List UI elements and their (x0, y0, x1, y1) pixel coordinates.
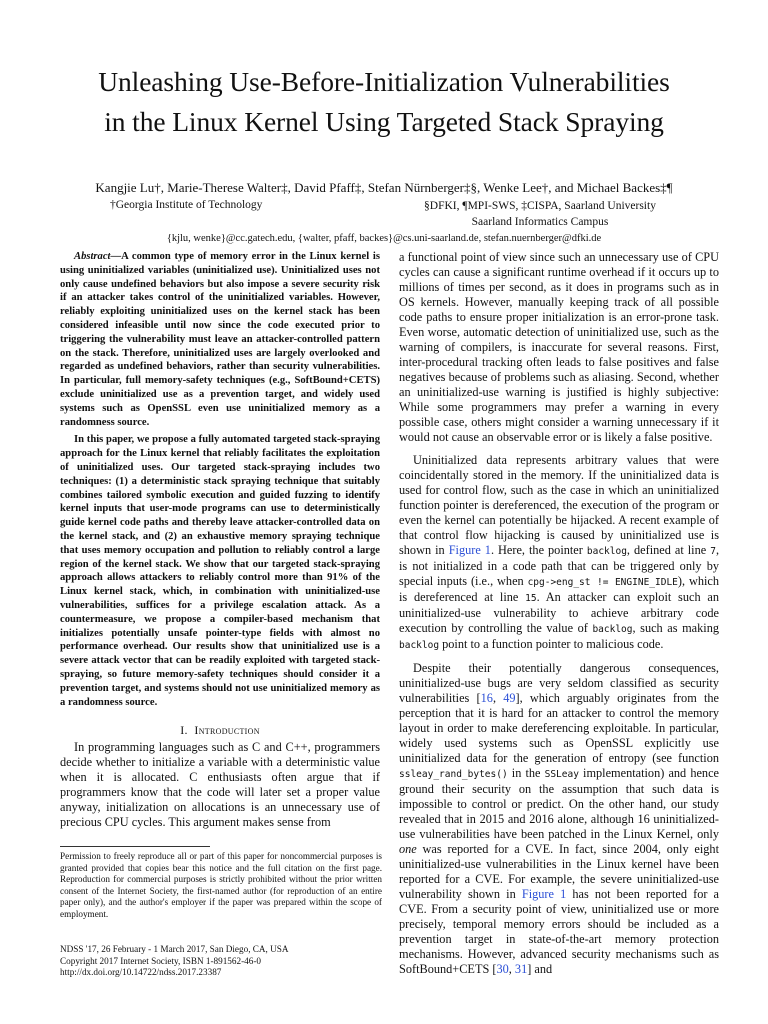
intro-paragraph-2: a functional point of view since such an unnecessary use of CPU cycles can cause a significant runtime overhead if it occurs up to millions of times per second, as it does in programs such as in OS kernels. However, manually keeping track of all possible code paths to ensure proper initialization is an error-prone task. Even worse, automatic detection of uninitialized use, such as the warning of compilers, is inaccurate for several reasons. First, inter-procedural tracking often leads to false positives and false negatives because of problems such as aliasing. Second, whether an uninitialized-use warning is justified is highly subjective: While some programmers may prefer a warning in every possible case, others might consider a warning unnecessary if it would not cause an observable error or is likely a false positive. (399, 250, 719, 444)
code-token: 15 (525, 593, 537, 604)
text-run: , is not initialized in a code path that can be triggered only by special inputs (i.e., when (399, 543, 720, 588)
copyright-info: Copyright 2017 Internet Society, ISBN 1-891562-46-0 (60, 955, 261, 966)
affiliation-right (380, 198, 700, 230)
abstract-paragraph-1 (60, 250, 380, 429)
intro-paragraph-4 (399, 661, 719, 977)
text-run: point to a function pointer to malicious code. (439, 637, 664, 651)
citation-link[interactable]: 16 (480, 691, 493, 705)
code-token: backlog (592, 624, 633, 635)
title-line-1: Unleashing Use-Before-Initialization Vulnerabilities (98, 66, 670, 97)
text-run: has not been reported for a CVE. From a security point of view, uninitialized use or more precisely, temporal memory errors should be included as a prevention target in state-of-the-art memory protection mechanisms. However, advanced security mechanisms such as SoftBound+CETS [ (399, 887, 720, 976)
abstract-text-1: —A common type of memory error in the Linux kernel is using uninitialized variables (uninitialized use). Uninitialized uses not only cause undefined behaviors but also impose a severe security risk if an attacker takes control of the uninitialized variables. However, reliably exploiting uninitialized uses on the kernel stack has been considered infeasible until now since the code executed prior to triggering the vulnerability must leave an attacker-controlled pattern on the stack. Therefore, uninitialized uses are largely overlooked and regarded as undefined behaviors, rather than security vulnerabilities. In particular, full memory-safety techniques (e.g., SoftBound+CETS) exclude uninitialized use as a prevention target, and widely used systems such as OpenSSL even use uninitialized memory as a randomness source. (60, 251, 380, 428)
paper-title (40, 62, 728, 142)
code-token: cpg->eng_st != ENGINE_IDLE (527, 577, 678, 588)
section-heading (60, 722, 380, 738)
emphasis-text: one (399, 842, 417, 856)
affiliation-left: †Georgia Institute of Technology (110, 199, 263, 211)
conference-info: NDSS '17, 26 February - 1 March 2017, San Diego, CA, USA (60, 944, 289, 954)
text-run: , such as making (632, 621, 719, 635)
abstract-lead: Abstract (74, 251, 111, 262)
footnote-rule (60, 846, 210, 847)
intro-paragraph-1: In programming languages such as C and C++, programmers decide whether to initialize a variable with a deterministic value when it is allocated. C enthusiasts often argue that if programmers know that the code will later set a proper value anyway, initialization on allocations is an unnecessary use of precious CPU cycles. This argument makes sense from (60, 740, 380, 830)
section-title: Introduction (194, 723, 260, 738)
text-run: ], which arguably originates from the perception that it is hard for an attacker to control the memory layout in order to make dereferencing exploitable. In particular, widely used systems such as OpenSSL explicitly use uninitialized data for the generation of entropy (see function (399, 691, 719, 765)
citation-link[interactable]: 49 (503, 691, 516, 705)
text-run: , defined at line (626, 543, 711, 557)
citation-link[interactable]: 30 (496, 962, 509, 976)
text-run: ] and (527, 962, 553, 976)
left-column (60, 250, 380, 838)
footnote-permission: Permission to freely reproduce all or part of this paper for noncommercial purposes is granted provided that copies bear this notice and the full citation on the first page. Reproduction for commercial purposes is strictly prohibited without the prior written consent of the Internet Society, the first-named author (for reproduction of an entire paper only), and the author's employer if the paper was prepared within the scope of employment. (60, 851, 382, 919)
figure-1-link[interactable]: Figure 1 (448, 543, 491, 557)
text-run: . An attacker can exploit such an uninitialized-use vulnerability to achieve arbitrary code execution by controlling the value of (399, 590, 719, 635)
text-run: . Here, the pointer (490, 543, 587, 557)
text-run: Uninitialized data represents arbitrary values that were coincidentally stored in the memory. If the uninitialized data is used for control flow, such as the case in which an uninitialized function pointer is dereferenced, the execution of the program or even the kernel can potentially be hijacked. A recent example of that control flow hijacking is caused by uninitialized use is shown in (399, 453, 719, 557)
code-token: ssleay_rand_bytes() (399, 769, 508, 780)
text-run: implementation) and hence ground their security on the assumption that such data is impossible to control or predict. On the other hand, our study revealed that in 2015 and 2016 alone, although 16 uninitialized-use vulnerabilities have been patched in the Linux Kernel, only (399, 766, 719, 841)
intro-paragraph-3 (399, 453, 719, 653)
abstract-paragraph-2: In this paper, we propose a fully automated targeted stack-spraying approach for the Linux kernel that reliably facilitates the exploitation of uninitialized uses. Our targeted stack-spraying includes two techniques: (1) a deterministic stack spraying technique that suitably combines tailored symbolic execution and guided fuzzing to identify kernel inputs that user-mode programs can use to deterministically guide kernel code paths and thereby leave attacker-controlled data on the kernel stack, and (2) an exhaustive memory spraying technique that uses memory occupation and pollution to reliably control a large region of the kernel stack. We show that our targeted stack-spraying approach allows attackers to reliably control more than 91% of the Linux kernel stack, which, in combination with uninitialized-use vulnerabilities, suffices for a privilege escalation attack. As a countermeasure, we propose a compiler-based mechanism that initializes potentially unsafe pointer-type fields with almost no performance overhead. Our results show that uninitialized use is a severe attack vector that can be readily exploited with targeted stack-spraying, so future memory-safety techniques should consider it a prevention target, and systems should not use uninitialized memory as a randomness source. (60, 434, 380, 708)
text-run: , (492, 691, 504, 705)
footnote (60, 851, 382, 921)
text-run: , (508, 962, 515, 976)
author-emails: {kjlu, wenke}@cc.gatech.edu, {walter, pfaff, backes}@cs.uni-saarland.de, stefan.nuernberger@dfki.de (166, 233, 602, 244)
publication-info (60, 944, 289, 979)
text-run: ), which is dereferenced at line (399, 574, 719, 604)
figure-1-link[interactable]: Figure 1 (521, 887, 567, 901)
code-token: backlog (399, 640, 440, 651)
right-column (399, 250, 719, 985)
text-run: Despite their potentially dangerous consequences, uninitialized-use bugs are very seldom classified as security vulnerabilities [ (399, 661, 719, 705)
affiliation-right-line-1: §DFKI, ¶MPI-SWS, ‡CISPA, Saarland University (424, 200, 656, 212)
section-number: I. (180, 723, 188, 738)
code-token: SSLeay (544, 769, 579, 780)
code-token: backlog (586, 546, 627, 557)
citation-link[interactable]: 31 (514, 962, 528, 976)
text-run: in the (507, 766, 545, 780)
author-list: Kangjie Lu†, Marie-Therese Walter‡, David Pfaff‡, Stefan Nürnberger‡§, Wenke Lee†, and Michael Backes‡¶ (95, 180, 673, 195)
text-run: was reported for a CVE. In fact, since 2004, only eight uninitialized-use vulnerabilities in the Linux kernel have been reported for a CVE. For example, the severe uninitialized-use vulnerability shown in (399, 842, 719, 901)
code-token: 7 (710, 546, 716, 557)
doi-link[interactable]: http://dx.doi.org/10.14722/ndss.2017.23387 (60, 967, 222, 978)
affiliation-right-line-2: Saarland Informatics Campus (471, 216, 609, 228)
title-line-2: in the Linux Kernel Using Targeted Stack Spraying (104, 106, 664, 137)
